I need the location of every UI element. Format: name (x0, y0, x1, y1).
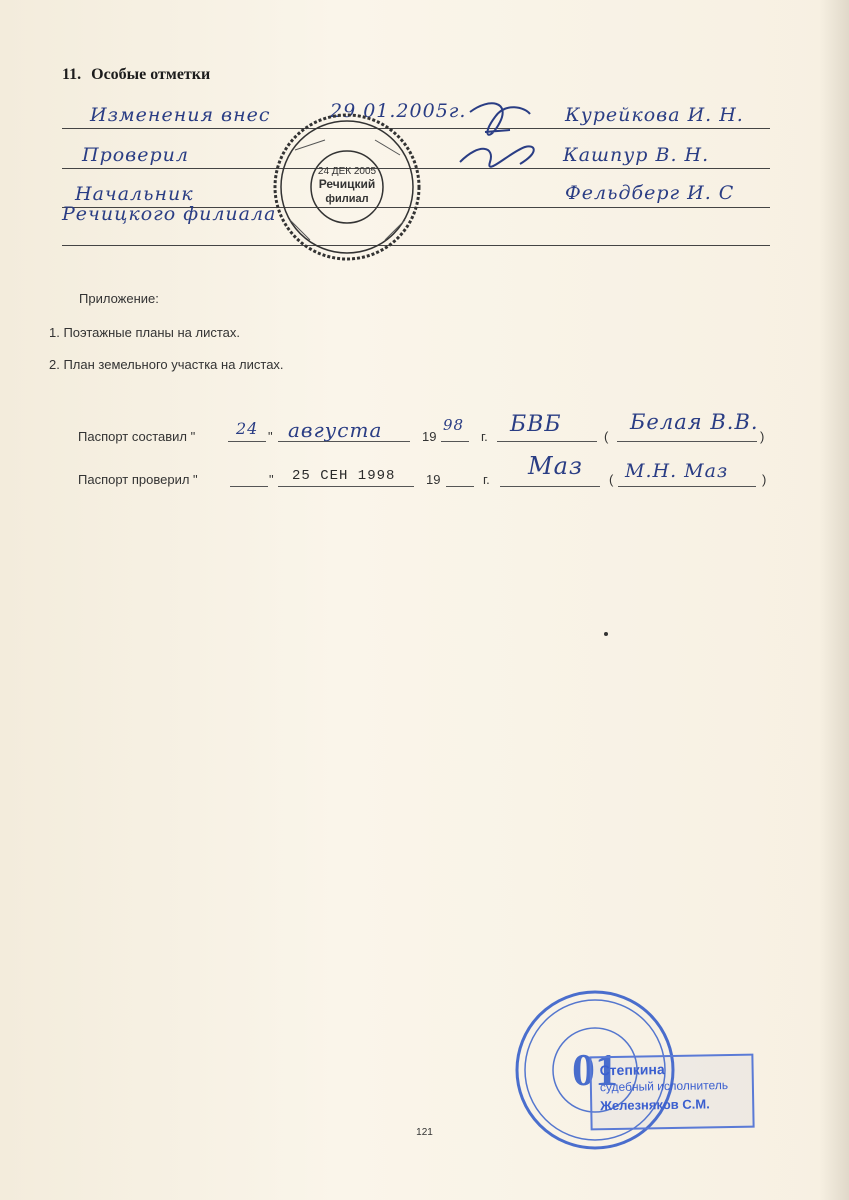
stamp-number: 01 (572, 1044, 618, 1095)
checked-close-paren: ) (762, 472, 767, 487)
compiled-year-blank (441, 441, 469, 442)
checked-open-paren: ( (609, 472, 614, 487)
checked-year-prefix: 19 (426, 472, 441, 487)
rect-stamp-line3: Железняков С.М. (600, 1096, 710, 1114)
checked-name-blank (618, 486, 756, 487)
checked-quote: " (269, 472, 274, 487)
note-branch: Речицкого филиала (62, 203, 277, 225)
appendix-item-1: 1. Поэтажные планы на листах. (49, 325, 240, 340)
stamp-center-line2: филиал (325, 193, 369, 205)
compiled-year-prefix: 19 (422, 429, 437, 444)
note-name-2: Кашпур В. Н. (563, 144, 710, 166)
section-number: 11. (62, 66, 82, 83)
compiled-name: Белая В.В. (630, 410, 759, 434)
note-date: 29.01.2005г. (330, 100, 467, 122)
compiled-year-suffix: 98 (443, 416, 465, 434)
compiled-day-blank (228, 441, 266, 442)
checked-year-blank (446, 486, 474, 487)
rect-stamp-line2: судебный исполнитель (599, 1078, 729, 1095)
note-head: Начальник (75, 183, 194, 205)
compiled-day: 24 (236, 419, 259, 438)
stamp-date: 24 ДЕК 2005 (317, 166, 377, 177)
checked-signature: Маз (528, 452, 583, 480)
stamp-center-line1: Речицкий (318, 177, 376, 191)
section-heading (62, 66, 210, 84)
compiled-signature-blank (497, 441, 597, 442)
page-number: 121 (416, 1127, 433, 1138)
round-stamp-branch (265, 110, 430, 265)
note-name-3: Фельдберг И. С (565, 182, 735, 204)
rect-stamp-line1: Степкина (599, 1061, 665, 1079)
checked-month-blank (278, 486, 414, 487)
page-edge-shadow (819, 0, 849, 1200)
checked-day-blank (230, 486, 268, 487)
appendix-heading: Приложение: (79, 291, 159, 306)
checked-date-stamp: 25 СЕН 1998 (292, 468, 396, 484)
note-checked: Проверил (82, 144, 189, 166)
note-name-1: Курейкова И. Н. (565, 104, 744, 126)
appendix-item-2: 2. План земельного участка на листах. (49, 357, 284, 372)
ink-speck (604, 632, 608, 636)
compiled-month: августа (288, 418, 383, 442)
compiled-label: Паспорт составил " (78, 429, 196, 444)
section-title: Особые отметки (91, 66, 211, 83)
compiled-year-unit: г. (481, 429, 488, 444)
checked-year-unit: г. (483, 472, 490, 487)
compiled-name-blank (617, 441, 757, 442)
checked-label: Паспорт проверил " (78, 472, 198, 487)
checked-signature-blank (500, 486, 600, 487)
signature-scribble-1 (450, 92, 550, 182)
compiled-open-paren: ( (604, 429, 609, 444)
note-changes-made: Изменения внес (90, 104, 271, 126)
compiled-signature: БВБ (510, 412, 562, 437)
compiled-close-paren: ) (760, 429, 765, 444)
rect-stamp-bailiff (589, 1054, 754, 1131)
compiled-quote: " (268, 429, 273, 444)
checked-name: М.Н. Маз (625, 460, 729, 482)
